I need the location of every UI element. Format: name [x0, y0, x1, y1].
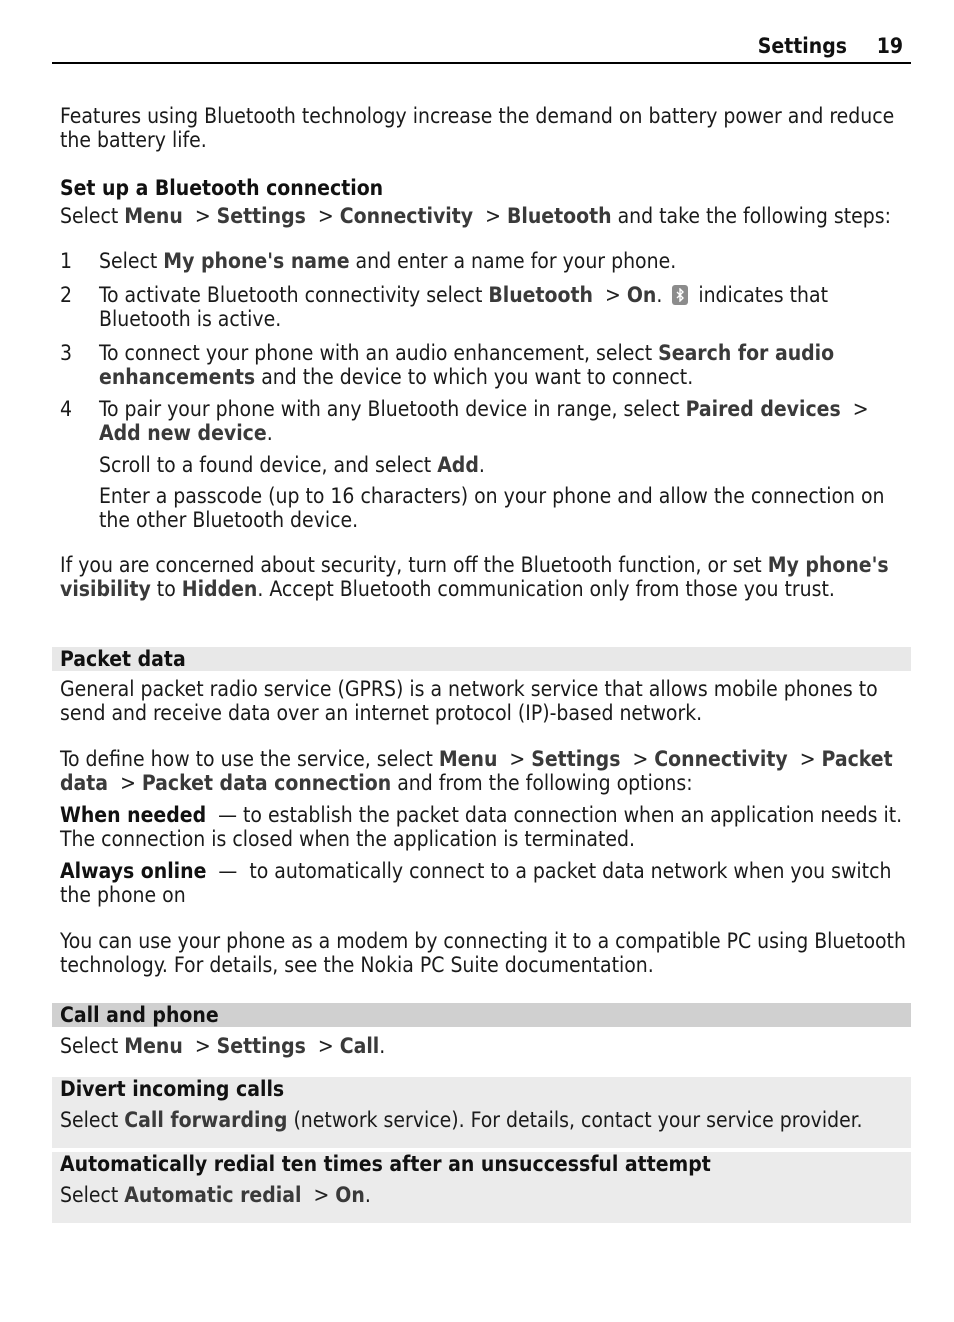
page-header: [52, 34, 911, 64]
call-phone-heading: Call and phone: [60, 1003, 219, 1027]
packet-data-heading: Packet data: [60, 647, 186, 671]
divert-heading: Divert incoming calls: [60, 1077, 285, 1101]
running-header-section: Settings: [757, 34, 847, 58]
step-text: To connect your phone with an audio enhancement, select Search for audio enhancements and the device to which you want to connect.: [99, 341, 835, 389]
step-number: 4: [60, 397, 73, 421]
divert-text: Select Call forwarding (network service). For details, contact your service provider.: [60, 1108, 863, 1132]
redial-heading: Automatically redial ten times after an unsuccessful attempt: [60, 1152, 711, 1176]
security-paragraph: If you are concerned about security, turn off the Bluetooth function, or set My phone's visibility to Hidden. Accept Bluetooth communication only from those you trust.: [60, 553, 889, 601]
menu-path-item: Settings: [216, 204, 306, 228]
menu-path-item: Connectivity: [339, 204, 474, 228]
redial-text: Select Automatic redial > On.: [60, 1183, 371, 1207]
packet-data-path: To define how to use the service, select Menu > Settings > Connectivity > Packet data > Packet data connection and from the following options:: [60, 747, 893, 795]
bluetooth-icon: [672, 285, 688, 305]
intro-paragraph: Features using Bluetooth technology increase the demand on battery power and reduce the battery life.: [60, 104, 895, 152]
step-number: 1: [60, 249, 73, 273]
step-number: 2: [60, 283, 73, 307]
option-when-needed: When needed — to establish the packet data connection when an application needs it. The connection is closed when the application is terminated.: [60, 803, 903, 851]
bt-setup-heading: Set up a Bluetooth connection: [60, 176, 384, 200]
modem-paragraph: You can use your phone as a modem by connecting it to a compatible PC using Bluetooth technology. For details, see the Nokia PC Suite documentation.: [60, 929, 906, 977]
step-text: Select My phone's name and enter a name for your phone.: [99, 249, 677, 273]
bt-setup-path: Select Menu > Settings > Connectivity > Bluetooth and take the following steps:: [60, 204, 891, 228]
menu-path-item: Menu: [124, 204, 183, 228]
step-passcode-text: Enter a passcode (up to 16 characters) on your phone and allow the connection on the other Bluetooth device.: [99, 484, 885, 532]
call-phone-path: Select Menu > Settings > Call.: [60, 1034, 386, 1058]
page-number: 19: [876, 34, 903, 58]
menu-path-item: Bluetooth: [506, 204, 612, 228]
step-text: To activate Bluetooth connectivity select Bluetooth > On. indicates that Bluetooth is active.: [99, 283, 828, 331]
packet-data-desc: General packet radio service (GPRS) is a network service that allows mobile phones to send and receive data over an internet protocol (IP)-based network.: [60, 677, 878, 725]
step-text: To pair your phone with any Bluetooth device in range, select Paired devices > Add new device.: [99, 397, 869, 445]
step-scroll-text: Scroll to a found device, and select Add.: [99, 453, 485, 477]
step-number: 3: [60, 341, 73, 365]
option-always-online: Always online — to automatically connect to a packet data network when you switch the phone on: [60, 859, 892, 907]
